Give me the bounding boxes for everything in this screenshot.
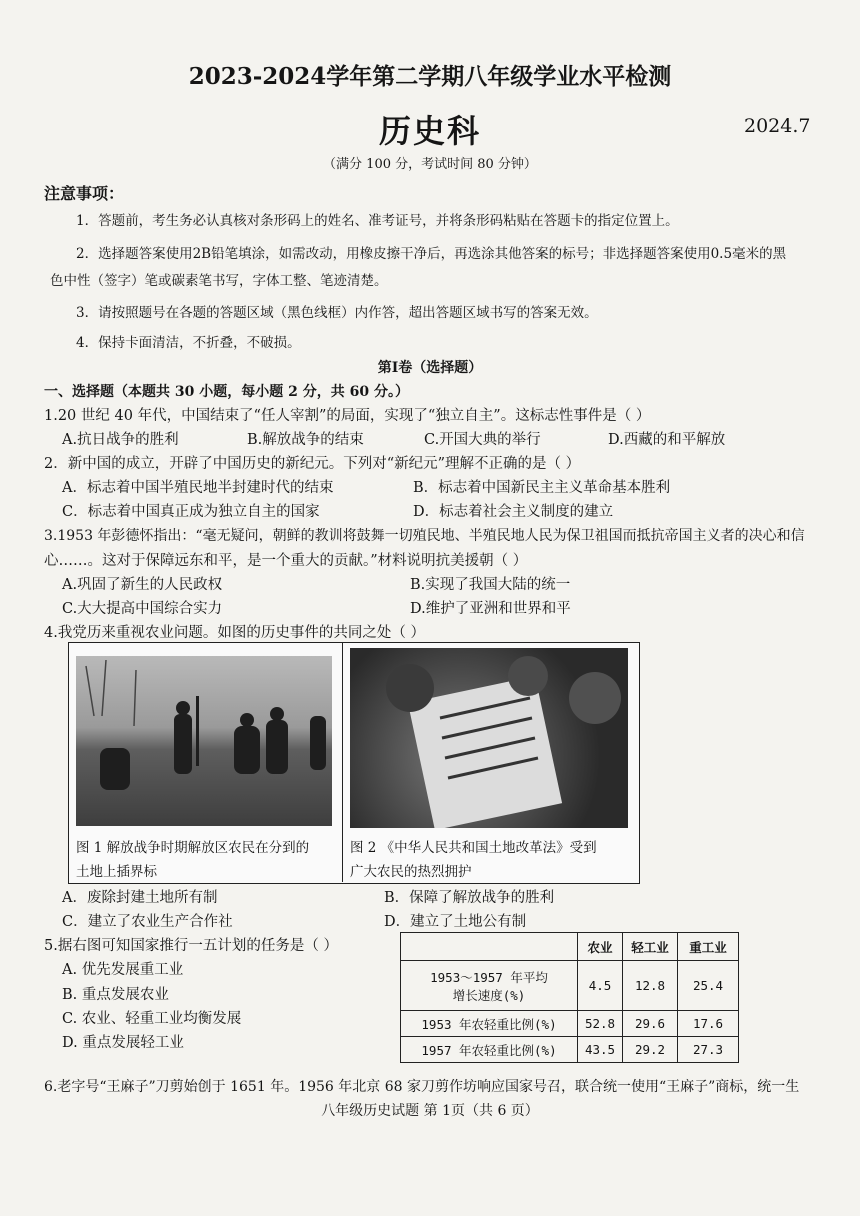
q3-option-c: C.大大提高中国综合实力 xyxy=(62,601,223,617)
q2-option-d: D．标志着社会主义制度的建立 xyxy=(413,504,614,520)
fig1-caption: 图 1 解放战争时期解放区农民在分到的 xyxy=(76,840,310,856)
q4-option-b: B．保障了解放战争的胜利 xyxy=(384,890,555,906)
table-cell: 52.8 xyxy=(578,1011,623,1037)
q1-option-b: B.解放战争的结束 xyxy=(247,432,364,448)
q2-option-c: C．标志着中国真正成为独立自主的国家 xyxy=(62,504,320,520)
part-heading: 一、选择题（本题共 30 小题，每小题 2 分，共 60 分。） xyxy=(44,384,409,400)
table-header-agriculture: 农业 xyxy=(578,933,623,961)
table-cell: 25.4 xyxy=(678,961,739,1011)
q4-option-a: A．废除封建土地所有制 xyxy=(62,890,218,906)
q4-figure-divider xyxy=(342,642,343,882)
notice-item-1: 1．答题前，考生务必认真核对条形码上的姓名、准考证号，并将条形码粘贴在答题卡的指定位置上。 xyxy=(76,213,679,229)
table-cell: 29.6 xyxy=(623,1011,678,1037)
notice-item-4: 4．保持卡面清洁，不折叠，不破损。 xyxy=(76,335,301,351)
notice-heading: 注意事项： xyxy=(44,184,125,203)
fig2-caption-cont: 广大农民的热烈拥护 xyxy=(350,864,472,880)
table-cell: 27.3 xyxy=(678,1037,739,1063)
question-6-stem: 6.老字号“王麻子”刀剪始创于 1651 年。1956 年北京 68 家刀剪作坊响应国家号召，联合统一使用“王麻子”商标，统一生 xyxy=(44,1079,800,1095)
q3-option-b: B.实现了我国大陆的统一 xyxy=(410,577,571,593)
table-corner-cell xyxy=(401,933,578,961)
exam-info: （满分 100 分，考试时间 80 分钟） xyxy=(323,157,537,172)
q4-option-c: C．建立了农业生产合作社 xyxy=(62,914,233,930)
table-row-label: 1953 年农轻重比例(%) xyxy=(401,1011,578,1037)
exam-title: 2023-2024学年第二学期八年级学业水平检测 xyxy=(188,63,672,90)
fig1-photo xyxy=(76,656,332,826)
q3-option-d: D.维护了亚洲和世界和平 xyxy=(410,601,571,617)
q3-option-a: A.巩固了新生的人民政权 xyxy=(62,577,223,593)
page-footer: 八年级历史试题 第 1页（共 6 页） xyxy=(321,1103,539,1119)
question-1-stem: 1.20 世纪 40 年代，中国结束了“任人宰割”的局面，实现了“独立自主”。这标志性事件是（ ） xyxy=(44,408,651,424)
exam-date: 2024.7 xyxy=(744,115,811,137)
fig2-caption: 图 2 《中华人民共和国土地改革法》受到 xyxy=(350,840,597,856)
table-cell: 17.6 xyxy=(678,1011,739,1037)
question-3-stem: 3.1953 年彭德怀指出：“毫无疑问，朝鲜的教训将鼓舞一切殖民地、半殖民地人民为保卫祖国而抵抗帝国主义者的决心和信 xyxy=(44,528,805,544)
question-5-stem: 5.据右图可知国家推行一五计划的任务是（ ） xyxy=(44,938,338,954)
fig2-photo xyxy=(350,648,628,828)
question-4-stem: 4.我党历来重视农业问题。如图的历史事件的共同之处（ ） xyxy=(44,625,425,641)
q5-option-d: D. 重点发展轻工业 xyxy=(62,1035,184,1051)
table-cell: 12.8 xyxy=(623,961,678,1011)
table-header-light-industry: 轻工业 xyxy=(623,933,678,961)
notice-item-2: 2．选择题答案使用2B铅笔填涂，如需改动，用橡皮擦干净后，再选涂其他答案的标号；非选择题答案使用0.5毫米的黑 xyxy=(76,246,787,262)
notice-item-2-cont: 色中性（签字）笔或碳素笔书写，字体工整、笔迹清楚。 xyxy=(50,273,388,289)
table-cell: 4.5 xyxy=(578,961,623,1011)
q2-option-a: A．标志着中国半殖民地半封建时代的结束 xyxy=(62,480,334,496)
q5-option-c: C. 农业、轻重工业均衡发展 xyxy=(62,1011,242,1027)
table-cell: 29.2 xyxy=(623,1037,678,1063)
industry-growth-table xyxy=(400,932,739,1063)
fig1-caption-cont: 土地上插界标 xyxy=(76,864,157,880)
table-cell: 43.5 xyxy=(578,1037,623,1063)
section-title: 第Ⅰ卷（选择题） xyxy=(377,360,483,376)
q2-option-b: B．标志着中国新民主主义革命基本胜利 xyxy=(413,480,671,496)
table-row-label-line2: 增长速度(%) xyxy=(452,987,526,1003)
table-row-label xyxy=(401,961,578,1011)
q1-option-c: C.开国大典的举行 xyxy=(424,432,541,448)
table-row-label-line1: 1953～1957 年平均 xyxy=(430,969,548,985)
table-row-label: 1957 年农轻重比例(%) xyxy=(401,1037,578,1063)
q5-option-a: A. 优先发展重工业 xyxy=(62,962,184,978)
q1-option-a: A.抗日战争的胜利 xyxy=(62,432,179,448)
notice-item-3: 3．请按照题号在各题的答题区域（黑色线框）内作答，超出答题区域书写的答案无效。 xyxy=(76,305,598,321)
question-3-stem-cont: 心……。这对于保障远东和平，是一个重大的贡献。”材料说明抗美援朝（ ） xyxy=(44,553,528,569)
q4-option-d: D．建立了土地公有制 xyxy=(384,914,527,930)
question-2-stem: 2．新中国的成立，开辟了中国历史的新纪元。下列对“新纪元”理解不正确的是（ ） xyxy=(44,456,581,472)
q5-option-b: B. 重点发展农业 xyxy=(62,987,169,1003)
table-header-heavy-industry: 重工业 xyxy=(678,933,739,961)
q1-option-d: D.西藏的和平解放 xyxy=(608,432,726,448)
subject-title: 历史科 xyxy=(378,112,481,150)
